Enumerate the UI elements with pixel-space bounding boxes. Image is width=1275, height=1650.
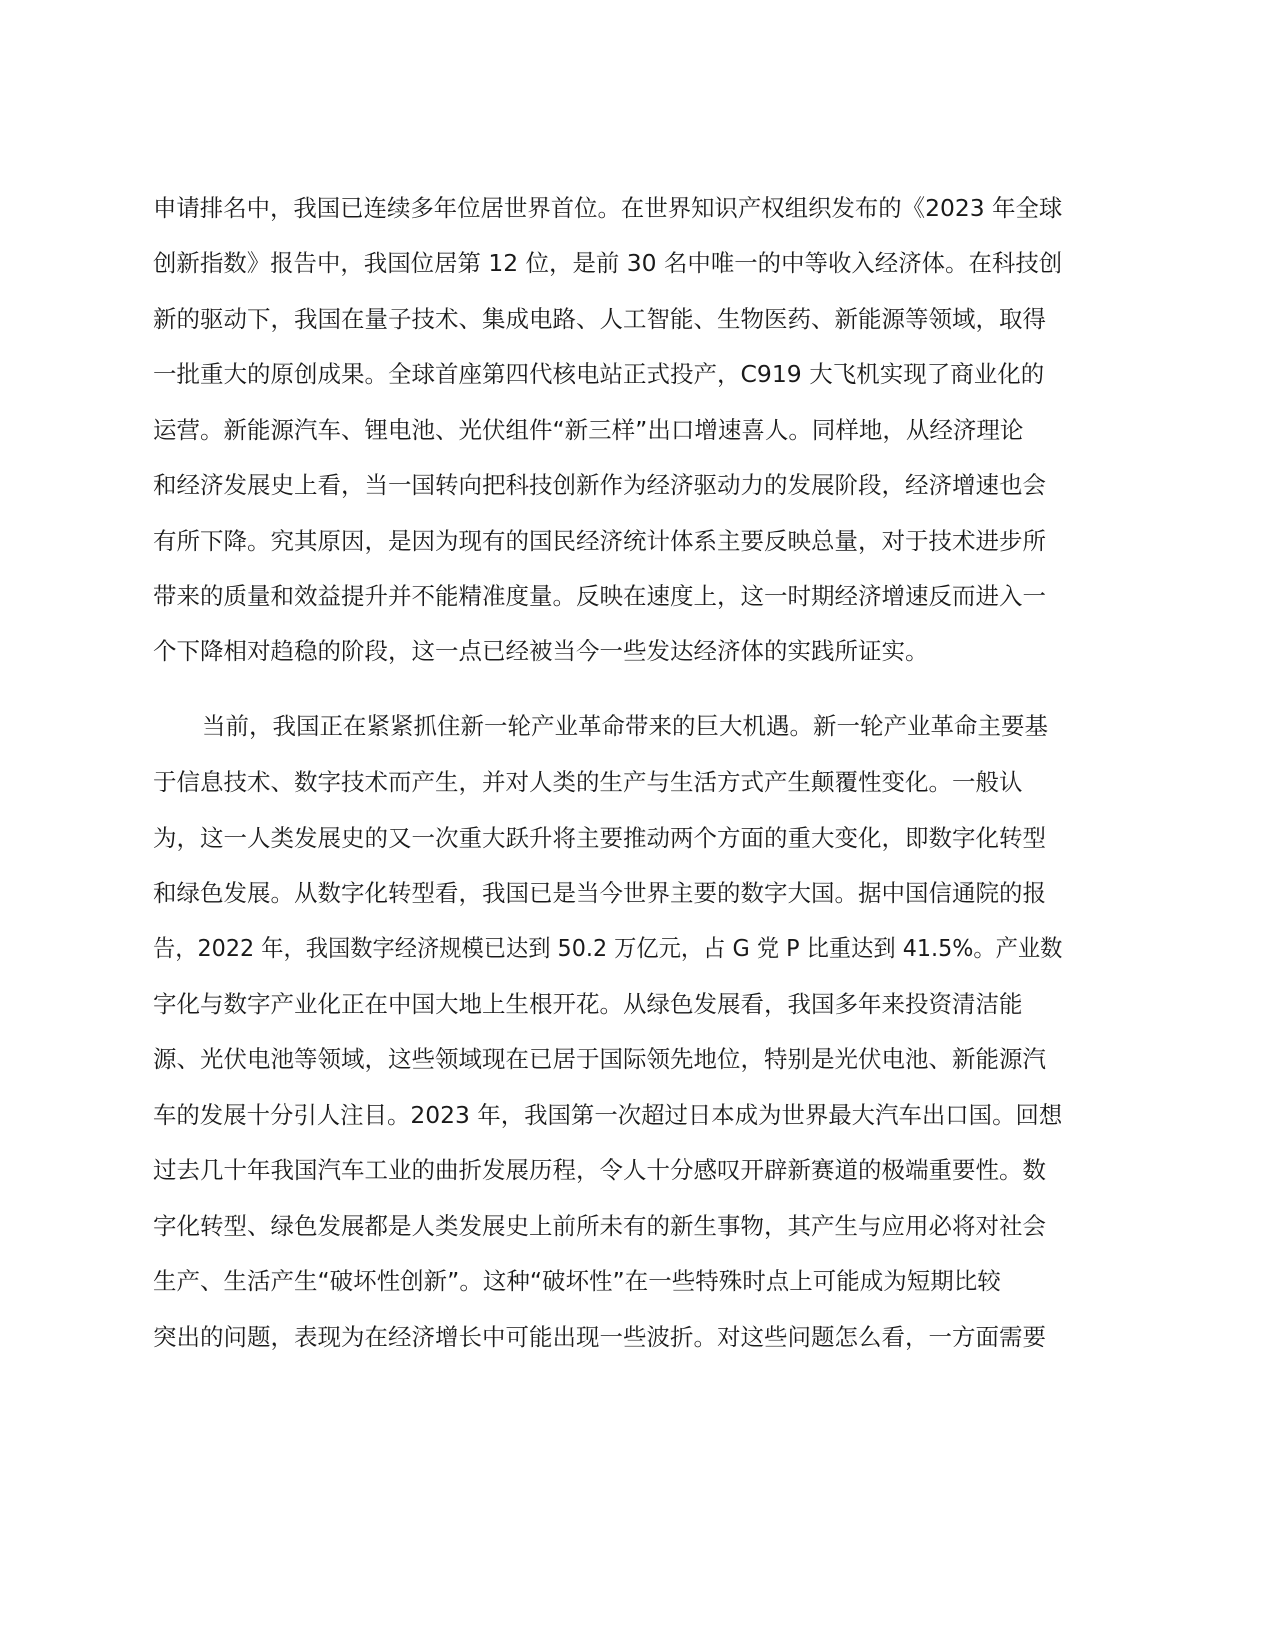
paragraph-2-line-9: 过去几十年我国汽车工业的曲折发展历程，令人十分感叹开辟新赛道的极端重要性。数 bbox=[153, 1156, 1046, 1184]
paragraph-2-line-4: 和绿色发展。从数字化转型看，我国已是当今世界主要的数字大国。据中国信通院的报 bbox=[153, 879, 1046, 907]
paragraph-1-line-4: 一批重大的原创成果。全球首座第四代核电站正式投产，C919 大飞机实现了商业化的 bbox=[153, 360, 1045, 388]
paragraph-2-line-5: 告，2022 年，我国数字经济规模已达到 50.2 万亿元，占 G 党 P 比重达到 41.5%。产业数 bbox=[153, 934, 1063, 962]
paragraph-2-line-8: 车的发展十分引人注目。2023 年，我国第一次超过日本成为世界最大汽车出口国。回想 bbox=[153, 1101, 1063, 1129]
paragraph-1-line-3: 新的驱动下，我国在量子技术、集成电路、人工智能、生物医药、新能源等领域，取得 bbox=[153, 305, 1046, 333]
paragraph-2-line-6: 字化与数字产业化正在中国大地上生根开花。从绿色发展看，我国多年来投资清洁能 bbox=[153, 990, 1023, 1018]
paragraph-1-line-7: 有所下降。究其原因，是因为现有的国民经济统计体系主要反映总量，对于技术进步所 bbox=[153, 527, 1046, 555]
paragraph-2-line-12: 突出的问题，表现为在经济增长中可能出现一些波折。对这些问题怎么看，一方面需要 bbox=[153, 1323, 1046, 1351]
paragraph-1-line-8: 带来的质量和效益提升并不能精准度量。反映在速度上，这一时期经济增速反而进入一 bbox=[153, 582, 1046, 610]
paragraph-1-line-5: 运营。新能源汽车、锂电池、光伏组件“新三样”出口增速喜人。同样地，从经济理论 bbox=[153, 416, 1024, 444]
paragraph-2-line-1: 当前，我国正在紧紧抓住新一轮产业革命带来的巨大机遇。新一轮产业革命主要基 bbox=[202, 712, 1048, 740]
paragraph-2-line-10: 字化转型、绿色发展都是人类发展史上前所未有的新生事物，其产生与应用必将对社会 bbox=[153, 1212, 1046, 1240]
paragraph-2-line-11: 生产、生活产生“破坏性创新”。这种“破坏性”在一些特殊时点上可能成为短期比较 bbox=[153, 1267, 1001, 1295]
paragraph-2-line-7: 源、光伏电池等领域，这些领域现在已居于国际领先地位，特别是光伏电池、新能源汽 bbox=[153, 1045, 1046, 1073]
paragraph-1-line-9: 个下降相对趋稳的阶段，这一点已经被当今一些发达经济体的实践所证实。 bbox=[153, 637, 929, 665]
paragraph-1-line-6: 和经济发展史上看，当一国转向把科技创新作为经济驱动力的发展阶段，经济增速也会 bbox=[153, 471, 1046, 499]
paragraph-2-line-3: 为，这一人类发展史的又一次重大跃升将主要推动两个方面的重大变化，即数字化转型 bbox=[153, 824, 1046, 852]
paragraph-1-line-1: 申请排名中，我国已连续多年位居世界首位。在世界知识产权组织发布的《2023 年全球 bbox=[153, 194, 1063, 222]
paragraph-2-line-2: 于信息技术、数字技术而产生，并对人类的生产与生活方式产生颠覆性变化。一般认 bbox=[153, 768, 1023, 796]
paragraph-1-line-2: 创新指数》报告中，我国位居第 12 位，是前 30 名中唯一的中等收入经济体。在科技创 bbox=[153, 249, 1063, 277]
